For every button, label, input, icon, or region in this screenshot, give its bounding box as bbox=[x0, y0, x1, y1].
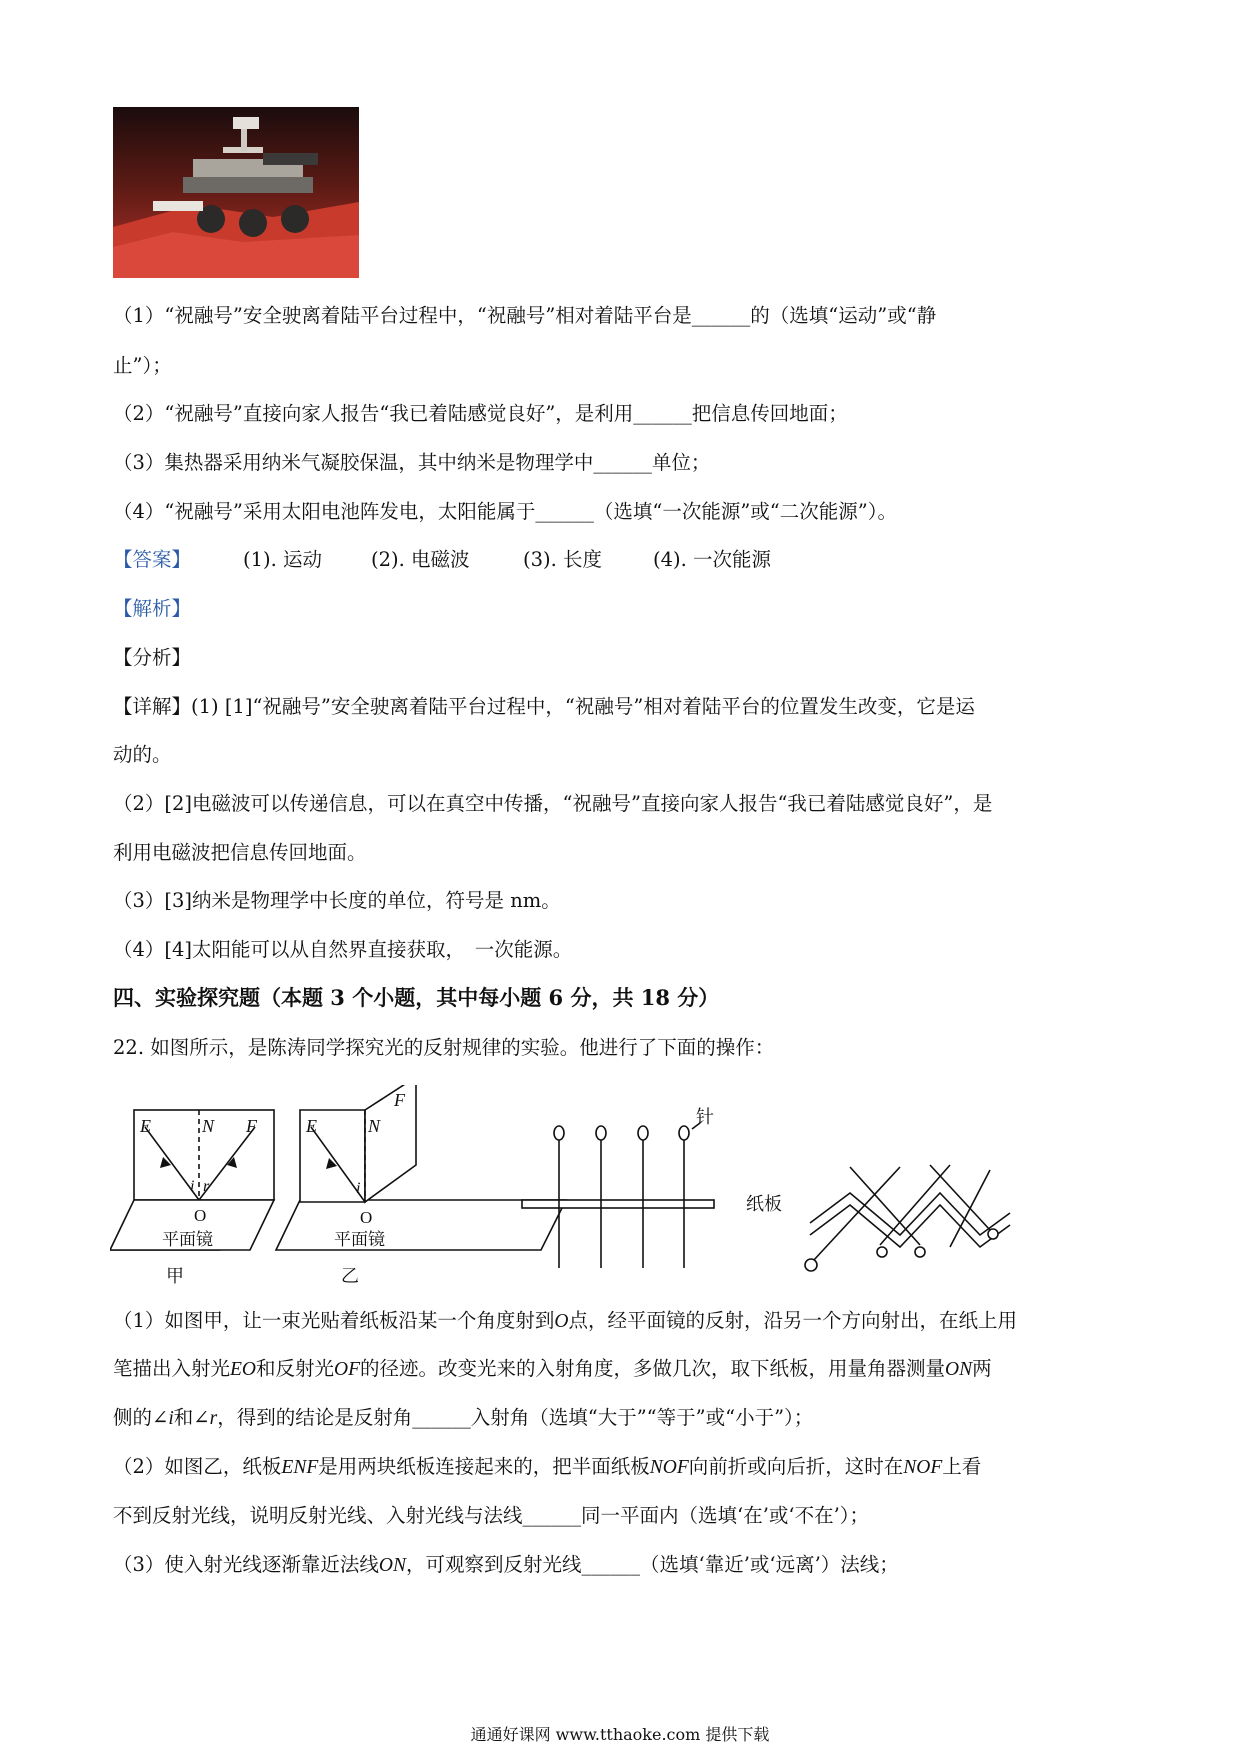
detail-2-line1: （2）[2]电磁波可以传递信息，可以在真空中传播，“祝融号”直接向家人报告“我已着陆感觉良好”，是 bbox=[113, 792, 993, 815]
fig-yi-label-N: N bbox=[368, 1116, 381, 1136]
fenxi-label: 【分析】 bbox=[113, 646, 192, 669]
q22-part2-line2: 不到反射光线，说明反射光线、入射光线与法线______同一平面内（选填‘在’或‘不在’）； bbox=[113, 1504, 870, 1527]
detail-1-line2: 动的。 bbox=[113, 743, 172, 766]
detail-3: （3）[3]纳米是物理学中长度的单位，符号是 nm。 bbox=[113, 889, 561, 912]
figure-pins bbox=[522, 1107, 782, 1268]
figure-yi bbox=[276, 1085, 566, 1286]
detail-1-line1: 【详解】(1) [1]“祝融号”安全驶离着陆平台过程中，“祝融号”相对着陆平台的位置发生改变，它是运 bbox=[113, 695, 975, 718]
page-footer[interactable]: 通通好课网 www.tthaoke.com 提供下载 bbox=[470, 1725, 770, 1744]
fig-jia-label-i: i bbox=[190, 1178, 195, 1195]
answer-3: (3). 长度 bbox=[523, 548, 603, 571]
q22-part3: （3）使入射光线逐渐靠近法线ON，可观察到反射光线______（选填‘靠近’或‘远离’）法线； bbox=[113, 1553, 899, 1576]
answer-1: (1). 运动 bbox=[243, 548, 323, 571]
q21-part3: （3）集热器采用纳米气凝胶保温，其中纳米是物理学中______单位； bbox=[113, 451, 711, 474]
answer-label: 【答案】 bbox=[113, 548, 192, 571]
q22-part2-line1: （2）如图乙，纸板ENF是用两块纸板连接起来的，把半面纸板NOF向前折或向后折，这时在NOF上看 bbox=[113, 1455, 982, 1478]
fig-yi-mirror: 平面镜 bbox=[334, 1230, 385, 1249]
fig-pin-label: 针 bbox=[696, 1107, 714, 1127]
fig-jia-label-N: N bbox=[202, 1116, 215, 1136]
q21-part4: （4）“祝融号”采用太阳电池阵发电，太阳能属于______（选填“一次能源”或“二次能源”）。 bbox=[113, 500, 897, 523]
fig-board-label: 纸板 bbox=[746, 1194, 782, 1214]
q22-intro: 22. 如图所示，是陈涛同学探究光的反射规律的实验。他进行了下面的操作： bbox=[113, 1036, 775, 1059]
fig-jia-mirror: 平面镜 bbox=[162, 1230, 213, 1249]
fig-jia-label-F: F bbox=[246, 1116, 257, 1136]
rover-photo bbox=[113, 107, 359, 278]
q21-part1-line2: 止”）； bbox=[113, 354, 172, 377]
fig-yi-label-F: F bbox=[394, 1090, 405, 1110]
figure-zigzag bbox=[805, 1165, 1010, 1271]
fig-yi-label-O: O bbox=[360, 1208, 373, 1227]
answer-4: (4). 一次能源 bbox=[653, 548, 772, 571]
q22-part1-line1: （1）如图甲，让一束光贴着纸板沿某一个角度射到O点，经平面镜的反射，沿另一个方向射出，在纸上用 bbox=[113, 1309, 1018, 1332]
detail-2-line2: 利用电磁波把信息传回地面。 bbox=[113, 841, 367, 864]
jiexi-label: 【解析】 bbox=[113, 597, 192, 620]
figure-jia bbox=[110, 1110, 274, 1286]
fig-jia-label-E: E bbox=[140, 1116, 151, 1136]
detail-4: （4）[4]太阳能可以从自然界直接获取， 一次能源。 bbox=[113, 938, 573, 961]
fig-jia-label-O: O bbox=[194, 1206, 207, 1225]
fig-jia-caption: 甲 bbox=[166, 1266, 184, 1286]
fig-yi-label-E: E bbox=[306, 1116, 317, 1136]
experiment-figure bbox=[110, 1085, 1030, 1290]
fig-yi-label-i: i bbox=[356, 1180, 361, 1197]
q21-part1-line1: （1）“祝融号”安全驶离着陆平台过程中，“祝融号”相对着陆平台是______的（选填“运动”或“静 bbox=[113, 304, 937, 327]
section-heading: 四、实验探究题（本题 3 个小题，其中每小题 6 分，共 18 分） bbox=[113, 985, 720, 1010]
q22-part1-line3: 侧的∠i和∠r，得到的结论是反射角______入射角（选填“大于”“等于”或“小于”）； bbox=[113, 1406, 814, 1429]
q21-part2: （2）“祝融号”直接向家人报告“我已着陆感觉良好”，是利用______把信息传回地面； bbox=[113, 402, 848, 425]
answer-2: (2). 电磁波 bbox=[371, 548, 470, 571]
q22-part1-line2: 笔描出入射光EO和反射光OF的径迹。改变光来的入射角度，多做几次，取下纸板，用量角器测量ON两 bbox=[113, 1357, 992, 1380]
fig-yi-caption: 乙 bbox=[341, 1266, 359, 1286]
fig-jia-label-r: r bbox=[203, 1178, 210, 1195]
